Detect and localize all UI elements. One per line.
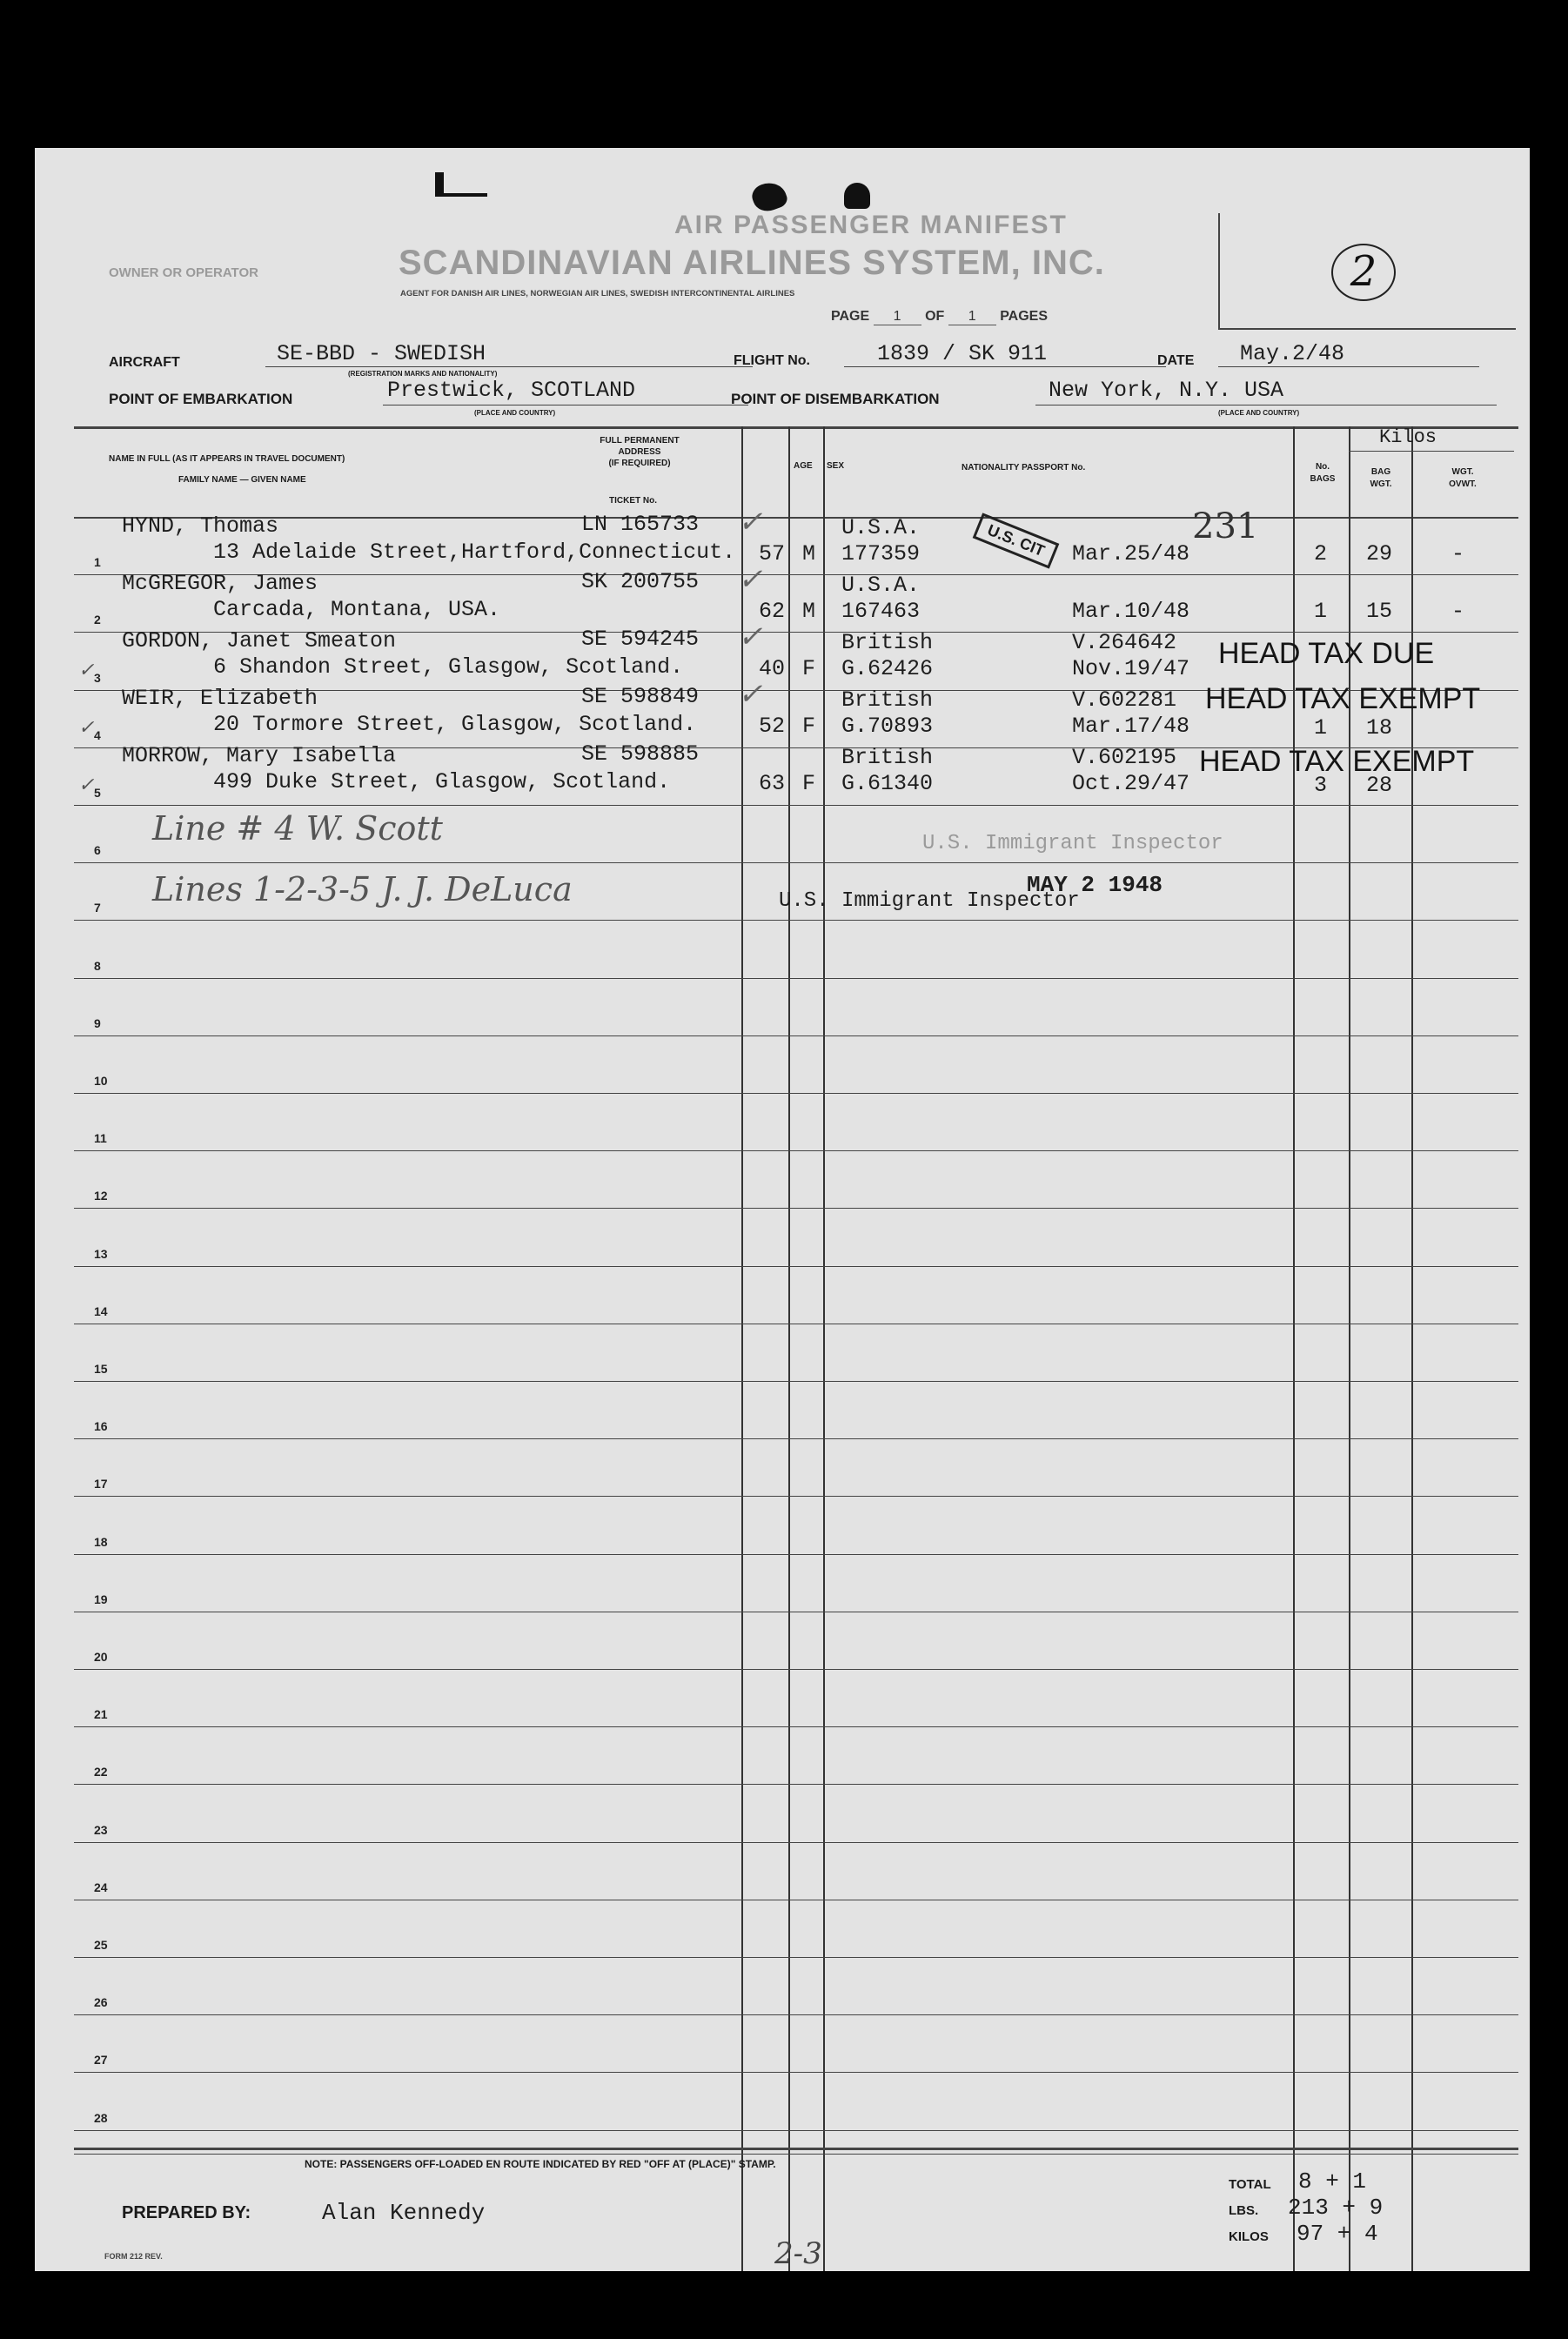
passenger-bags: 3 bbox=[1314, 773, 1328, 798]
passenger-sex: M bbox=[802, 541, 816, 566]
signature-line-7: Lines 1-2-3-5 J. J. DeLuca bbox=[152, 870, 573, 908]
row-divider bbox=[74, 1957, 1518, 1958]
check-mark: ✓ bbox=[78, 660, 95, 681]
passenger-ovwt: - bbox=[1451, 541, 1465, 566]
passenger-age: 40 bbox=[759, 656, 786, 681]
col-divider-age bbox=[788, 426, 790, 2271]
passenger-address: 13 Adelaide Street,Hartford,Connecticut. bbox=[213, 540, 736, 565]
passenger-bags: 1 bbox=[1314, 715, 1328, 741]
circled-number: 2 bbox=[1331, 244, 1396, 301]
line-number: 6 bbox=[94, 843, 101, 857]
col-header-ovwt: WGT. OVWT. bbox=[1449, 467, 1477, 489]
passenger-nationality: British bbox=[841, 687, 934, 713]
table-top-border bbox=[74, 426, 1518, 429]
disembarkation-label: POINT OF DISEMBARKATION bbox=[731, 391, 940, 407]
passenger-bag-wgt: 28 bbox=[1366, 773, 1393, 798]
col-divider-sex bbox=[823, 426, 825, 2271]
passenger-passport: G.70893 bbox=[841, 714, 934, 739]
disembarkation-sublabel: (PLACE AND COUNTRY) bbox=[1218, 409, 1300, 417]
passenger-name: McGREGOR, James bbox=[122, 571, 318, 596]
passenger-address: 499 Duke Street, Glasgow, Scotland. bbox=[213, 769, 671, 794]
aircraft-value: SE-BBD - SWEDISH bbox=[277, 341, 486, 366]
passenger-age: 62 bbox=[759, 599, 786, 624]
col-header-nationality: NATIONALITY PASSPORT No. bbox=[962, 463, 1086, 472]
embarkation-sublabel: (PLACE AND COUNTRY) bbox=[474, 409, 556, 417]
row-divider bbox=[74, 862, 1518, 863]
lbs-value: 213 + 9 bbox=[1288, 2195, 1384, 2221]
passenger-passport: G.61340 bbox=[841, 771, 934, 796]
passenger-address: Carcada, Montana, USA. bbox=[213, 597, 501, 622]
table-bottom-border bbox=[74, 2148, 1518, 2150]
manifest-title: AIR PASSENGER MANIFEST bbox=[674, 211, 1068, 239]
passenger-passport: 177359 bbox=[841, 541, 921, 566]
row-divider bbox=[74, 1381, 1518, 1382]
passenger-date: Mar.10/48 bbox=[1072, 599, 1190, 624]
row-divider bbox=[74, 1554, 1518, 1555]
line-number: 28 bbox=[94, 2111, 108, 2125]
passenger-name: WEIR, Elizabeth bbox=[122, 686, 318, 711]
passenger-bag-wgt: 15 bbox=[1366, 599, 1393, 624]
prepared-by-label: PREPARED BY: bbox=[122, 2203, 251, 2222]
passenger-ticket: SE 598849 bbox=[581, 684, 700, 709]
line-number: 3 bbox=[94, 671, 101, 685]
line-number: 22 bbox=[94, 1765, 108, 1779]
form-number: FORM 212 REV. bbox=[104, 2252, 163, 2261]
footer-note: NOTE: PASSENGERS OFF-LOADED EN ROUTE INDICATED BY RED "OFF AT (PLACE)" STAMP. bbox=[305, 2158, 776, 2170]
col-header-ticket: TICKET No. bbox=[609, 496, 657, 506]
passenger-date: Mar.17/48 bbox=[1072, 714, 1190, 739]
line-number: 10 bbox=[94, 1074, 108, 1088]
line-number: 25 bbox=[94, 1938, 108, 1952]
line-number: 15 bbox=[94, 1362, 108, 1376]
line-number: 4 bbox=[94, 728, 101, 742]
line-number: 17 bbox=[94, 1477, 108, 1491]
embarkation-label: POINT OF EMBARKATION bbox=[109, 391, 293, 407]
col-header-address: FULL PERMANENT ADDRESS (IF REQUIRED) bbox=[600, 436, 680, 468]
col-header-name-1: NAME IN FULL (AS IT APPEARS IN TRAVEL DOCUMENT) bbox=[109, 454, 345, 464]
col-header-name-2: FAMILY NAME — GIVEN NAME bbox=[178, 475, 306, 485]
line-number: 16 bbox=[94, 1419, 108, 1433]
date-value: May.2/48 bbox=[1240, 341, 1345, 366]
check-mark: ✓ bbox=[738, 620, 763, 654]
passenger-passport: G.62426 bbox=[841, 656, 934, 681]
passenger-age: 57 bbox=[759, 541, 786, 566]
embarkation-value: Prestwick, SCOTLAND bbox=[387, 378, 636, 403]
passenger-visa: V.264642 bbox=[1072, 630, 1177, 655]
line-number: 27 bbox=[94, 2053, 108, 2067]
passenger-sex: F bbox=[802, 771, 816, 796]
head-tax-stamp: HEAD TAX EXEMPT bbox=[1205, 682, 1481, 715]
passenger-visa: V.602195 bbox=[1072, 745, 1177, 770]
row-divider bbox=[74, 1842, 1518, 1843]
row-divider bbox=[74, 1496, 1518, 1497]
passenger-nationality: U.S.A. bbox=[841, 515, 921, 540]
line-number: 24 bbox=[94, 1880, 108, 1894]
passenger-address: 6 Shandon Street, Glasgow, Scotland. bbox=[213, 654, 684, 680]
line-number: 23 bbox=[94, 1823, 108, 1837]
inspector-stamp-line-7: U.S. Immigrant Inspector bbox=[779, 889, 1080, 913]
row-divider bbox=[74, 2072, 1518, 2073]
row-divider bbox=[74, 1266, 1518, 1267]
head-tax-stamp: HEAD TAX DUE bbox=[1218, 637, 1435, 670]
passenger-nationality: U.S.A. bbox=[841, 573, 921, 598]
passenger-ticket: SK 200755 bbox=[581, 569, 700, 594]
row-divider bbox=[74, 1208, 1518, 1209]
line-number: 26 bbox=[94, 1995, 108, 2009]
date-label: DATE bbox=[1157, 353, 1195, 368]
check-mark: ✓ bbox=[738, 677, 763, 712]
passenger-date: Nov.19/47 bbox=[1072, 656, 1190, 681]
agency-line: AGENT FOR DANISH AIR LINES, NORWEGIAN AIR LINES, SWEDISH INTERCONTINENTAL AIRLINES bbox=[400, 289, 795, 298]
passenger-date: Oct.29/47 bbox=[1072, 771, 1190, 796]
passenger-ticket: SE 598885 bbox=[581, 741, 700, 767]
line-number: 11 bbox=[94, 1131, 107, 1145]
col-header-sex: SEX bbox=[827, 461, 845, 471]
row-divider bbox=[74, 805, 1518, 806]
check-mark: ✓ bbox=[78, 717, 95, 739]
line-number: 20 bbox=[94, 1650, 108, 1664]
row-divider bbox=[74, 1035, 1518, 1036]
check-mark: ✓ bbox=[78, 774, 95, 796]
page-indicator: PAGE 1 OF 1 PAGES bbox=[831, 309, 1049, 324]
row-divider bbox=[74, 1784, 1518, 1785]
line-number: 13 bbox=[94, 1247, 108, 1261]
line-number: 12 bbox=[94, 1189, 108, 1203]
row-divider bbox=[74, 1093, 1518, 1094]
lbs-label: LBS. bbox=[1229, 2203, 1259, 2218]
line-number: 9 bbox=[94, 1016, 101, 1030]
line-number: 18 bbox=[94, 1535, 108, 1549]
passenger-sex: F bbox=[802, 656, 816, 681]
aircraft-label: AIRCRAFT bbox=[109, 355, 180, 370]
passenger-bag-wgt: 18 bbox=[1366, 715, 1393, 741]
row-divider bbox=[74, 2130, 1518, 2131]
row-divider bbox=[74, 1726, 1518, 1727]
row-divider bbox=[74, 920, 1518, 921]
flight-label: FLIGHT No. bbox=[734, 353, 810, 368]
passenger-passport: 167463 bbox=[841, 599, 921, 624]
page-reference: 2-3 bbox=[774, 2236, 822, 2271]
passenger-date: Mar.25/48 bbox=[1072, 541, 1190, 566]
check-mark: ✓ bbox=[738, 505, 763, 540]
head-tax-stamp: HEAD TAX EXEMPT bbox=[1199, 745, 1475, 778]
ink-mark bbox=[435, 193, 487, 197]
line-number: 8 bbox=[94, 959, 101, 973]
passenger-nationality: British bbox=[841, 630, 934, 655]
owner-label: OWNER OR OPERATOR bbox=[109, 265, 258, 280]
total-label: TOTAL bbox=[1229, 2177, 1271, 2192]
line-number: 1 bbox=[94, 555, 101, 569]
passenger-ticket: SE 594245 bbox=[581, 627, 700, 652]
signature-line-6: Line # 4 W. Scott bbox=[152, 809, 443, 848]
passenger-name: MORROW, Mary Isabella bbox=[122, 743, 397, 768]
line-number: 7 bbox=[94, 901, 101, 915]
passenger-name: GORDON, Janet Smeaton bbox=[122, 628, 397, 653]
passenger-visa: V.602281 bbox=[1072, 687, 1177, 713]
row-divider bbox=[74, 978, 1518, 979]
flight-value: 1839 / SK 911 bbox=[877, 341, 1048, 366]
disembarkation-value: New York, N.Y. USA bbox=[1049, 378, 1284, 403]
prepared-by-value: Alan Kennedy bbox=[322, 2200, 486, 2226]
passenger-bags: 1 bbox=[1314, 599, 1328, 624]
check-mark: ✓ bbox=[738, 562, 763, 597]
passenger-nationality: British bbox=[841, 745, 934, 770]
passenger-age: 52 bbox=[759, 714, 786, 739]
passenger-bag-wgt: 29 bbox=[1366, 541, 1393, 566]
passenger-sex: M bbox=[802, 599, 816, 624]
inspector-stamp-line-6: U.S. Immigrant Inspector bbox=[922, 832, 1223, 855]
total-value: 8 + 1 bbox=[1298, 2168, 1367, 2195]
date-stamp: MAY 2 1948 bbox=[1027, 872, 1163, 898]
kilos-value: 97 + 4 bbox=[1297, 2221, 1378, 2247]
carrier-name: SCANDINAVIAN AIRLINES SYSTEM, INC. bbox=[399, 244, 1105, 282]
passenger-name: HYND, Thomas bbox=[122, 513, 279, 539]
ink-blot bbox=[844, 183, 870, 209]
handwritten-number: 231 bbox=[1192, 506, 1259, 546]
col-header-kilos: Kilos bbox=[1379, 426, 1437, 448]
manifest-page bbox=[35, 148, 1530, 2271]
col-header-age: AGE bbox=[794, 461, 813, 471]
col-header-bag-wgt: BAG WGT. bbox=[1370, 467, 1392, 489]
row-divider bbox=[74, 1669, 1518, 1670]
line-number: 14 bbox=[94, 1304, 108, 1318]
row-divider bbox=[74, 2014, 1518, 2015]
line-number: 19 bbox=[94, 1592, 108, 1606]
line-number: 5 bbox=[94, 786, 101, 800]
col-header-bags: No. BAGS bbox=[1310, 462, 1336, 484]
passenger-ovwt: - bbox=[1451, 599, 1465, 624]
line-number: 2 bbox=[94, 613, 101, 627]
passenger-sex: F bbox=[802, 714, 816, 739]
passenger-bags: 2 bbox=[1314, 541, 1328, 566]
passenger-age: 63 bbox=[759, 771, 786, 796]
passenger-address: 20 Tormore Street, Glasgow, Scotland. bbox=[213, 712, 697, 737]
row-divider bbox=[74, 1150, 1518, 1151]
row-divider bbox=[74, 1438, 1518, 1439]
passenger-ticket: LN 165733 bbox=[581, 512, 700, 537]
us-cit-stamp: U.S. CIT bbox=[973, 513, 1060, 568]
aircraft-sublabel: (REGISTRATION MARKS AND NATIONALITY) bbox=[348, 370, 498, 378]
line-number: 21 bbox=[94, 1707, 108, 1721]
kilos-label: KILOS bbox=[1229, 2229, 1269, 2244]
